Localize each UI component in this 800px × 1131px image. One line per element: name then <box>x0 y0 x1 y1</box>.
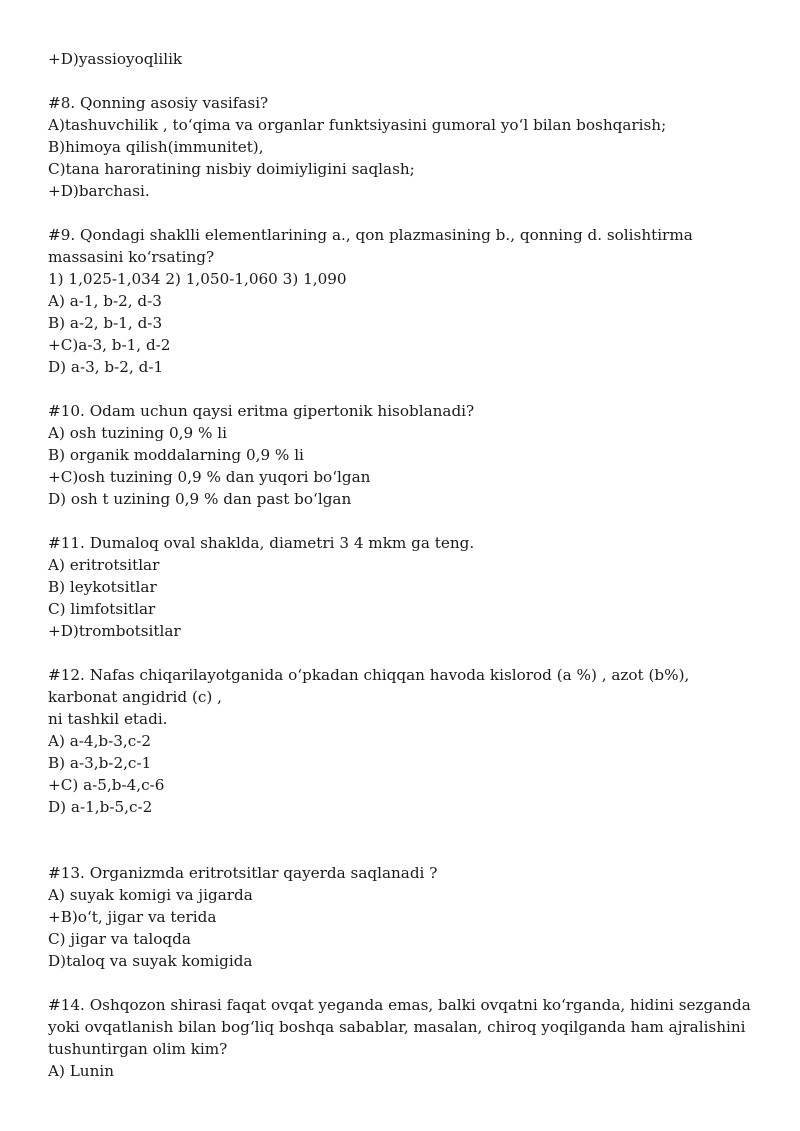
spacer <box>48 510 768 532</box>
option-c-correct: +C)osh tuzining 0,9 % dan yuqori bo‘lgan <box>48 468 371 486</box>
question-12-continued: ni tashkil etadi. <box>48 710 168 728</box>
option-b: B)himoya qilish(immunitet), <box>48 138 264 156</box>
option-a: A) a-1, b-2, d-3 <box>48 292 162 310</box>
spacer <box>48 70 768 92</box>
spacer <box>48 972 768 994</box>
option-a: A) osh tuzining 0,9 % li <box>48 424 227 442</box>
question-13: #13. Organizmda eritrotsitlar qayerda saqlanadi ? <box>48 864 438 882</box>
option-c: C) limfotsitlar <box>48 600 156 618</box>
question-8: #8. Qonning asosiy vasifasi? <box>48 94 269 112</box>
option-a: A) suyak komigi va jigarda <box>48 886 253 904</box>
question-14-continued: yoki ovqatlanish bilan bog‘liq boshqa sabablar, masalan, chiroq yoqilganda ham ajralishini <box>48 1018 746 1036</box>
option-a: A) eritrotsitlar <box>48 556 160 574</box>
option-c-correct: +C)a-3, b-1, d-2 <box>48 336 171 354</box>
option-c: C)tana haroratining nisbiy doimiyligini saqlash; <box>48 160 415 178</box>
option-b: B) a-3,b-2,c-1 <box>48 754 152 772</box>
answer-line: +D)yassioyoqlilik <box>48 50 183 68</box>
question-9-continued: massasini ko‘rsating? <box>48 248 215 266</box>
question-9-values: 1) 1,025-1,034 2) 1,050-1,060 3) 1,090 <box>48 270 347 288</box>
option-a: A) a-4,b-3,c-2 <box>48 732 152 750</box>
option-b: B) leykotsitlar <box>48 578 157 596</box>
spacer <box>48 818 768 862</box>
option-c-correct: +C) a-5,b-4,c-6 <box>48 776 165 794</box>
option-b: B) a-2, b-1, d-3 <box>48 314 163 332</box>
option-d: D) a-1,b-5,c-2 <box>48 798 153 816</box>
spacer <box>48 642 768 664</box>
question-10: #10. Odam uchun qaysi eritma gipertonik hisoblanadi? <box>48 402 475 420</box>
option-d: D)taloq va suyak komigida <box>48 952 253 970</box>
option-d-correct: +D)barchasi. <box>48 182 150 200</box>
spacer <box>48 378 768 400</box>
option-d: D) osh t uzining 0,9 % dan past bo‘lgan <box>48 490 352 508</box>
question-12-continued: karbonat angidrid (c) , <box>48 688 222 706</box>
question-14: #14. Oshqozon shirasi faqat ovqat yeganda emas, balki ovqatni ko‘rganda, hidini sezganda <box>48 996 751 1014</box>
question-12: #12. Nafas chiqarilayotganida o‘pkadan chiqqan havoda kislorod (a %) , azot (b%), <box>48 666 690 684</box>
option-d: D) a-3, b-2, d-1 <box>48 358 164 376</box>
question-14-continued: tushuntirgan olim kim? <box>48 1040 228 1058</box>
question-9: #9. Qondagi shaklli elementlarining a., qon plazmasining b., qonning d. solishtirma <box>48 226 693 244</box>
option-b-correct: +B)o‘t, jigar va terida <box>48 908 217 926</box>
option-b: B) organik moddalarning 0,9 % li <box>48 446 304 464</box>
option-c: C) jigar va taloqda <box>48 930 191 948</box>
option-a: A) Lunin <box>48 1062 115 1080</box>
question-11: #11. Dumaloq oval shaklda, diametri 3 4 mkm ga teng. <box>48 534 475 552</box>
spacer <box>48 202 768 224</box>
option-a: A)tashuvchilik , to‘qima va organlar funktsiyasini gumoral yo‘l bilan boshqarish; <box>48 116 667 134</box>
option-d-correct: +D)trombotsitlar <box>48 622 181 640</box>
document-page <box>48 48 768 1082</box>
